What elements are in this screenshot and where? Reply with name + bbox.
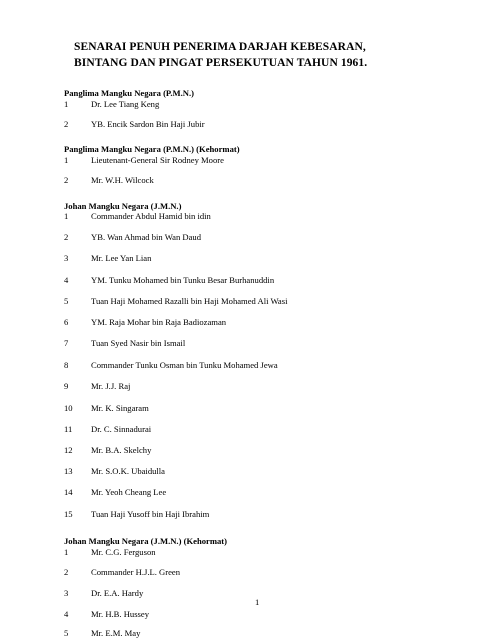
- entry-number: 13: [64, 466, 73, 476]
- entry-number: 5: [64, 296, 69, 306]
- entry-number: 2: [64, 567, 69, 577]
- entry-number: 1: [64, 547, 69, 557]
- title-line-1: SENARAI PENUH PENERIMA DARJAH KEBESARAN,: [74, 41, 366, 53]
- entry-number: 14: [64, 487, 73, 497]
- section-title-pmn-kehormat: Panglima Mangku Negara (P.M.N.) (Kehormat): [64, 144, 240, 154]
- entry-name: YM. Raja Mohar bin Raja Badiozaman: [91, 317, 227, 327]
- entry-number: 4: [64, 609, 69, 619]
- entry-number: 10: [64, 403, 73, 413]
- entry-name: Mr. E.M. May: [91, 628, 141, 638]
- entry-number: 3: [64, 253, 69, 263]
- entry-number: 2: [64, 232, 69, 242]
- entry-name: Mr. J.J. Raj: [91, 381, 131, 391]
- entry-number: 8: [64, 360, 69, 370]
- entry-name: Dr. Lee Tiang Keng: [91, 99, 160, 109]
- entry-number: 2: [64, 175, 69, 185]
- entry-number: 15: [64, 509, 73, 519]
- page-number: 1: [255, 597, 260, 607]
- entry-name: Commander Abdul Hamid bin idin: [91, 211, 211, 221]
- document-title: [74, 39, 367, 71]
- section-title-jmn-kehormat: Johan Mangku Negara (J.M.N.) (Kehormat): [64, 536, 228, 546]
- entry-name: Tuan Haji Yusoff bin Haji Ibrahim: [91, 509, 210, 519]
- entry-number: 12: [64, 445, 73, 455]
- entry-name: Mr. Yeoh Cheang Lee: [91, 487, 167, 497]
- title-line-2: BINTANG DAN PINGAT PERSEKUTUAN TAHUN 1961.: [74, 57, 368, 69]
- entry-name: Mr. W.H. Wilcock: [91, 175, 154, 185]
- entry-name: Mr. C.G. Ferguson: [91, 547, 156, 557]
- entry-name: YB. Encik Sardon Bin Haji Jubir: [91, 119, 205, 129]
- entry-number: 11: [64, 424, 73, 434]
- entry-number: 4: [64, 275, 69, 285]
- entry-name: Commander Tunku Osman bin Tunku Mohamed Jewa: [91, 360, 278, 370]
- entry-number: 9: [64, 381, 69, 391]
- entry-name: Tuan Haji Mohamed Razalli bin Haji Mohamed Ali Wasi: [91, 296, 288, 306]
- entry-name: Commander H.J.L. Green: [91, 567, 181, 577]
- entry-name: Tuan Syed Nasir bin Ismail: [91, 338, 186, 348]
- entry-name: Lieutenant-General Sir Rodney Moore: [91, 155, 224, 165]
- entry-name: Mr. S.O.K. Ubaidulla: [91, 466, 165, 476]
- entry-name: Mr. K. Singaram: [91, 403, 149, 413]
- entry-number: 3: [64, 588, 69, 598]
- entry-name: Mr. Lee Yan Lian: [91, 253, 152, 263]
- section-title-pmn: Panglima Mangku Negara (P.M.N.): [64, 88, 195, 98]
- section-title-jmn: Johan Mangku Negara (J.M.N.): [64, 201, 182, 211]
- entry-number: 6: [64, 317, 69, 327]
- entry-name: YM. Tunku Mohamed bin Tunku Besar Burhanuddin: [91, 275, 275, 285]
- entry-number: 7: [64, 338, 69, 348]
- entry-name: Mr. B.A. Skelchy: [91, 445, 152, 455]
- entry-name: Mr. H.B. Hussey: [91, 609, 150, 619]
- entry-number: 1: [64, 99, 69, 109]
- entry-name: Dr. E.A. Hardy: [91, 588, 144, 598]
- entry-number: 1: [64, 155, 69, 165]
- entry-name: Dr. C. Sinnadurai: [91, 424, 152, 434]
- entry-number: 2: [64, 119, 69, 129]
- entry-number: 5: [64, 628, 69, 638]
- entry-number: 1: [64, 211, 69, 221]
- entry-name: YB. Wan Ahmad bin Wan Daud: [91, 232, 202, 242]
